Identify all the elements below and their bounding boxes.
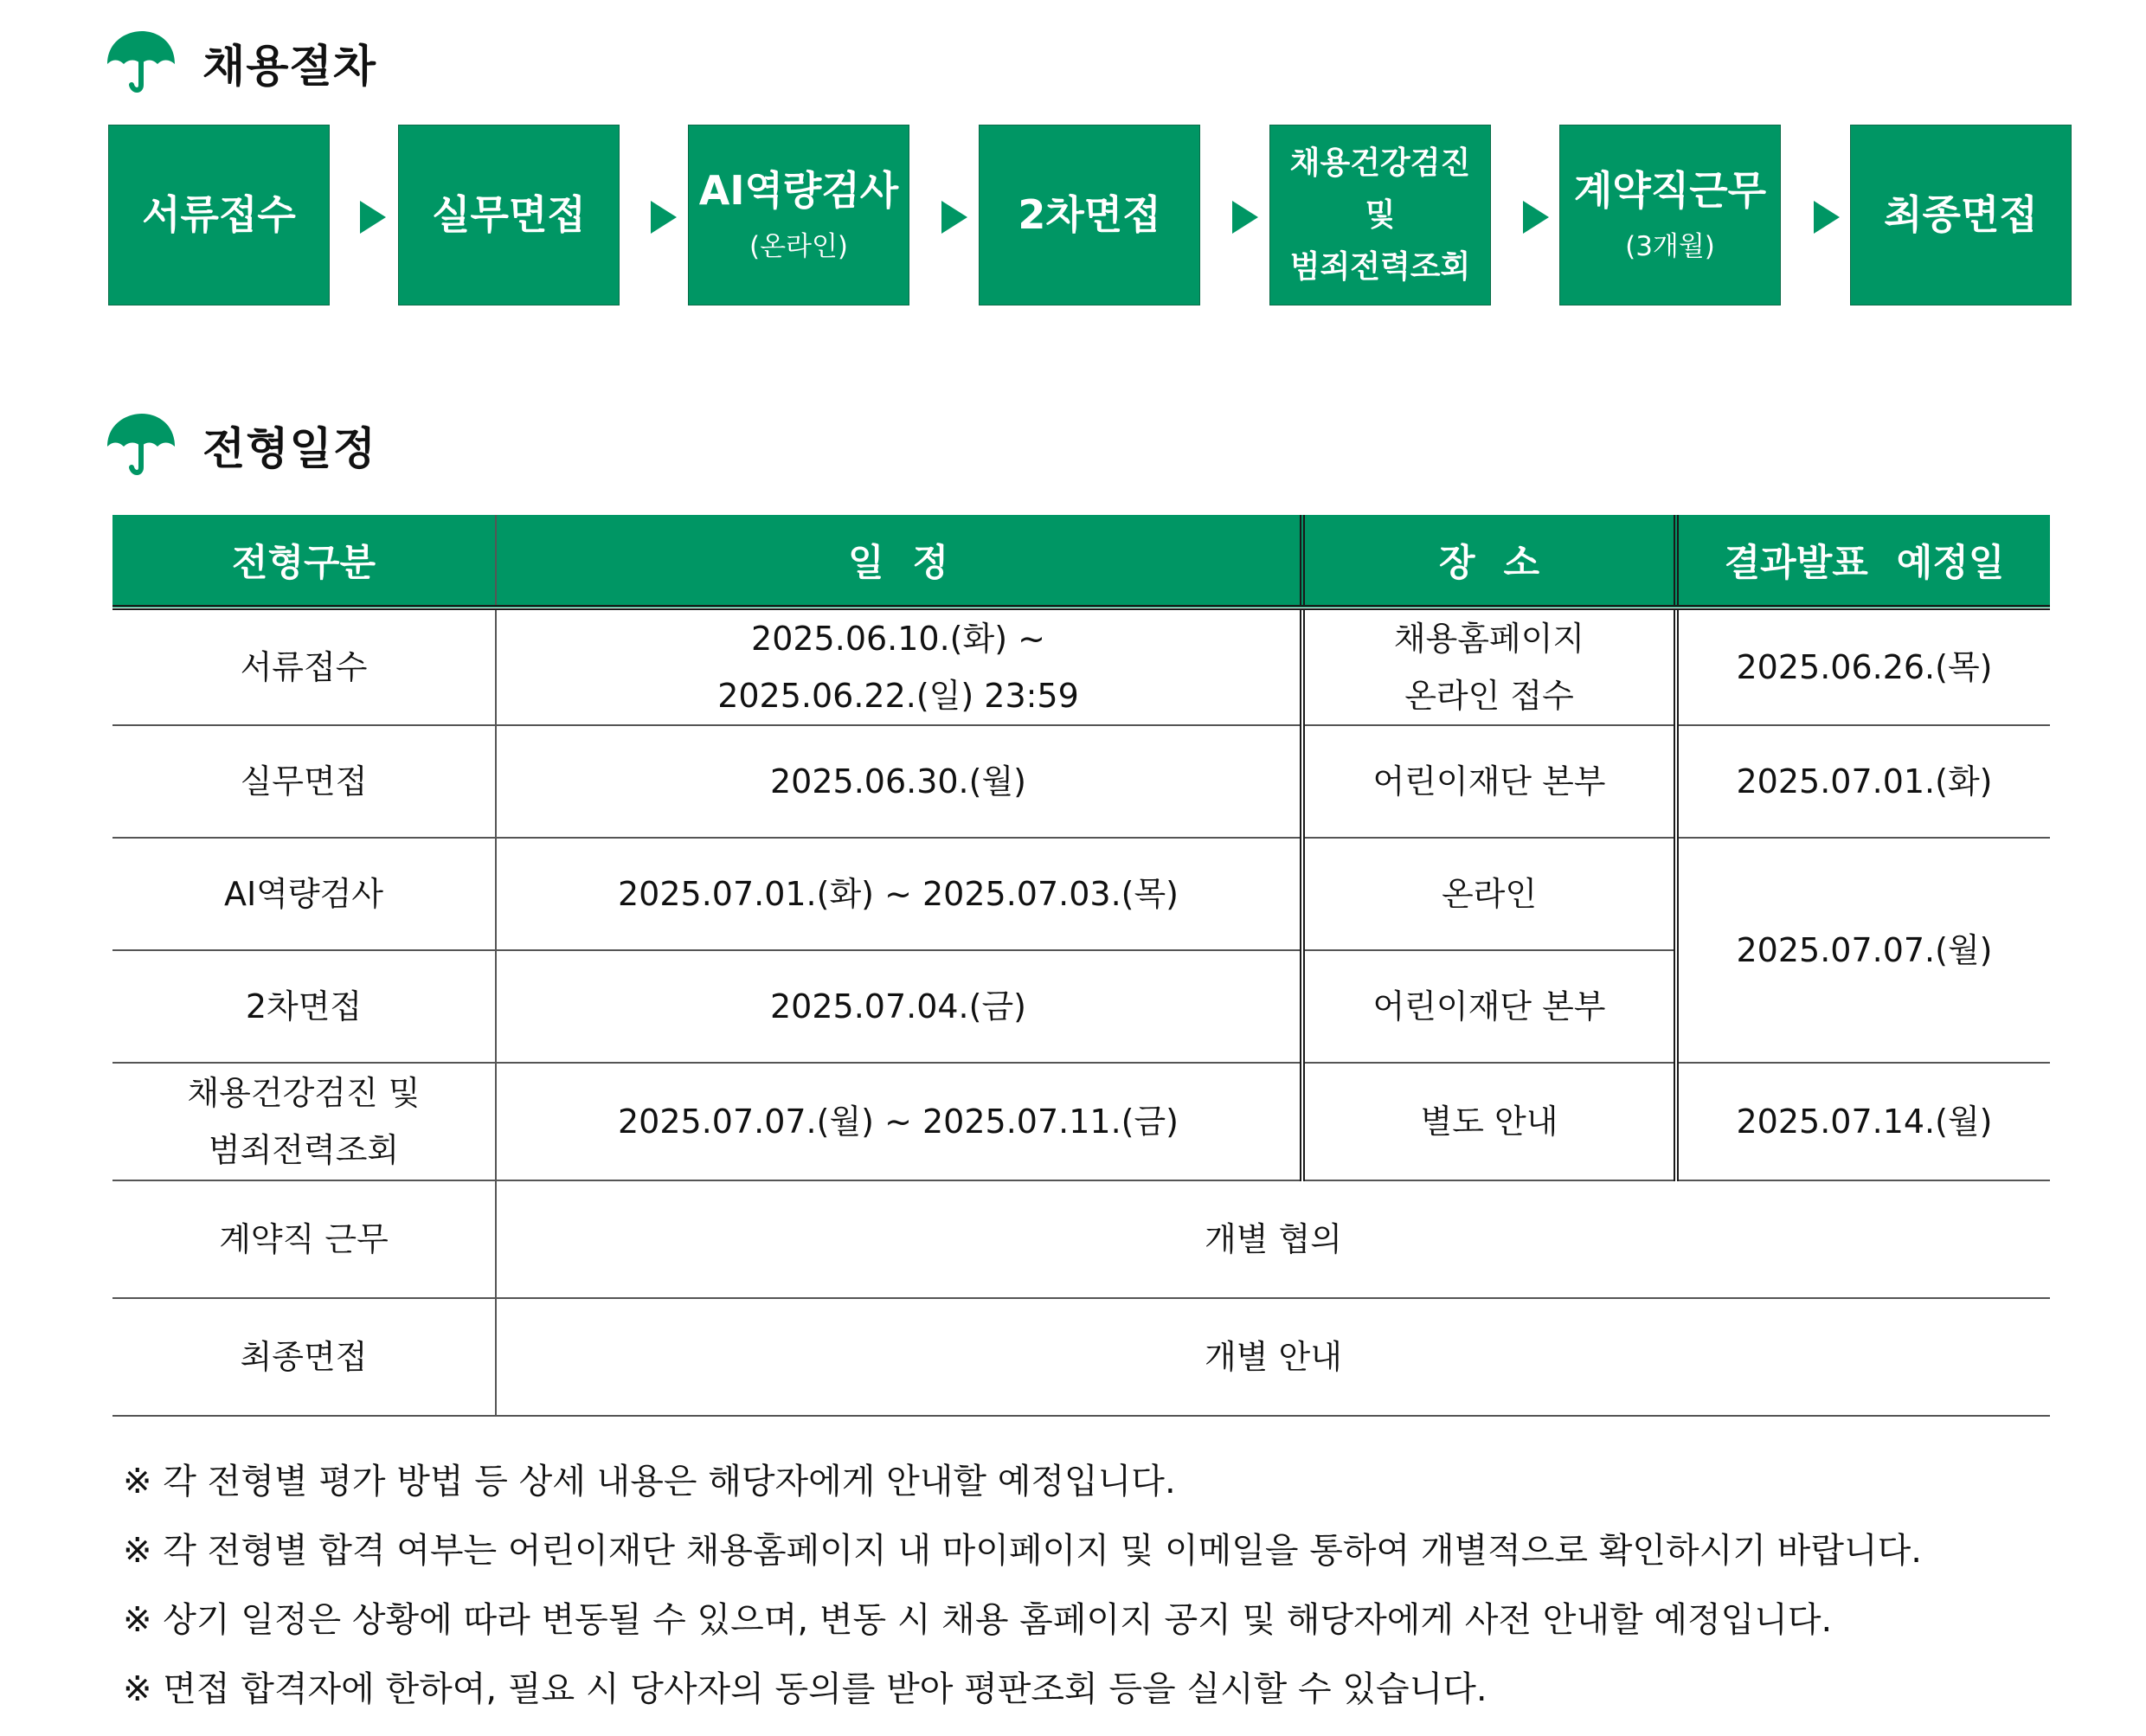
arrow-right-icon [1814, 201, 1840, 234]
step-label: AI역량검사 [698, 167, 899, 215]
header-stage: 전형구분 [112, 515, 496, 608]
umbrella-icon [104, 29, 177, 95]
table-row [112, 1063, 2050, 1180]
cell-place-line: 채용홈페이지 [1393, 620, 1585, 658]
cell-result: 2025.06.26.(목) [1676, 608, 2050, 725]
step-contract-work [1559, 125, 1781, 305]
process-flow [0, 125, 2146, 307]
header-result: 결과발표 예정일 [1676, 515, 2050, 608]
step-label-line: 및 [1365, 196, 1396, 233]
cell-place: 별도 안내 [1302, 1063, 1676, 1180]
arrow-right-icon [941, 201, 967, 234]
cell-stage-line: 채용건강검진 및 [187, 1074, 421, 1112]
table-row [112, 1298, 2050, 1416]
note-item: ※ 각 전형별 합격 여부는 어린이재단 채용홈페이지 내 마이페이지 및 이메일을 통하여 개별적으로 확인하시기 바랍니다. [123, 1531, 1922, 1571]
cell-merged: 개별 협의 [496, 1180, 2050, 1298]
step-ai-assessment [688, 125, 909, 305]
cell-stage: 최종면접 [112, 1298, 496, 1416]
note-item: ※ 상기 일정은 상황에 따라 변동될 수 있으며, 변동 시 채용 홈페이지 공지 및 해당자에게 사전 안내할 예정입니다. [123, 1600, 1833, 1640]
step-label-line: 채용건강검진 [1289, 145, 1471, 181]
arrow-right-icon [1523, 201, 1549, 234]
step-health-check [1269, 125, 1491, 305]
header-place: 장 소 [1302, 515, 1676, 608]
table-row [112, 838, 2050, 950]
cell-place-line: 온라인 접수 [1404, 677, 1574, 715]
cell-date [496, 608, 1302, 725]
umbrella-icon [104, 412, 177, 478]
step-sublabel: (3개월) [1625, 230, 1715, 262]
cell-date: 2025.07.01.(화) ~ 2025.07.03.(목) [496, 838, 1302, 950]
cell-stage [112, 1063, 496, 1180]
cell-result: 2025.07.07.(월) [1676, 838, 2050, 1063]
cell-place [1302, 608, 1676, 725]
step-label: 최종면접 [1884, 190, 2038, 238]
cell-stage: 실무면접 [112, 725, 496, 838]
schedule-section-title [104, 412, 376, 478]
cell-stage-line: 범죄전력조회 [208, 1131, 400, 1169]
table-row [112, 1180, 2050, 1298]
step-label: 계약직근무 [1573, 167, 1767, 215]
cell-stage: 2차면접 [112, 950, 496, 1063]
step-sublabel: (온라인) [749, 230, 849, 262]
table-row [112, 725, 2050, 838]
note-item: ※ 각 전형별 평가 방법 등 상세 내용은 해당자에게 안내할 예정입니다. [123, 1462, 1176, 1501]
arrow-right-icon [651, 201, 677, 234]
cell-result: 2025.07.01.(화) [1676, 725, 2050, 838]
step-document-submission [108, 125, 330, 305]
process-title: 채용절차 [202, 42, 377, 93]
cell-date: 2025.06.30.(월) [496, 725, 1302, 838]
notes [123, 1447, 2113, 1724]
cell-merged: 개별 안내 [496, 1298, 2050, 1416]
step-label: 실무면접 [432, 190, 586, 238]
cell-place: 어린이재단 본부 [1302, 725, 1676, 838]
step-label: 서류접수 [142, 190, 296, 238]
header-date: 일 정 [496, 515, 1302, 608]
arrow-right-icon [360, 201, 386, 234]
table-row [112, 608, 2050, 725]
cell-place: 어린이재단 본부 [1302, 950, 1676, 1063]
step-label: 2차면접 [1018, 190, 1161, 238]
cell-stage: 계약직 근무 [112, 1180, 496, 1298]
note-item: ※ 면접 합격자에 한하여, 필요 시 당사자의 동의를 받아 평판조회 등을 실시할 수 있습니다. [123, 1669, 1487, 1709]
schedule-title: 전형일정 [202, 424, 377, 475]
step-practical-interview [398, 125, 620, 305]
cell-stage: AI역량검사 [112, 838, 496, 950]
cell-date-line: 2025.06.10.(화) ~ [751, 620, 1045, 658]
cell-date-line: 2025.06.22.(일) 23:59 [717, 677, 1079, 715]
schedule-table [112, 515, 2050, 1417]
process-section-title [104, 29, 376, 95]
cell-date: 2025.07.07.(월) ~ 2025.07.11.(금) [496, 1063, 1302, 1180]
cell-place: 온라인 [1302, 838, 1676, 950]
cell-result: 2025.07.14.(월) [1676, 1063, 2050, 1180]
step-label-line: 범죄전력조회 [1289, 248, 1471, 285]
arrow-right-icon [1232, 201, 1258, 234]
step-second-interview [979, 125, 1200, 305]
step-final-interview [1850, 125, 2072, 305]
cell-stage: 서류접수 [112, 608, 496, 725]
cell-date: 2025.07.04.(금) [496, 950, 1302, 1063]
table-header-row [112, 515, 2050, 608]
